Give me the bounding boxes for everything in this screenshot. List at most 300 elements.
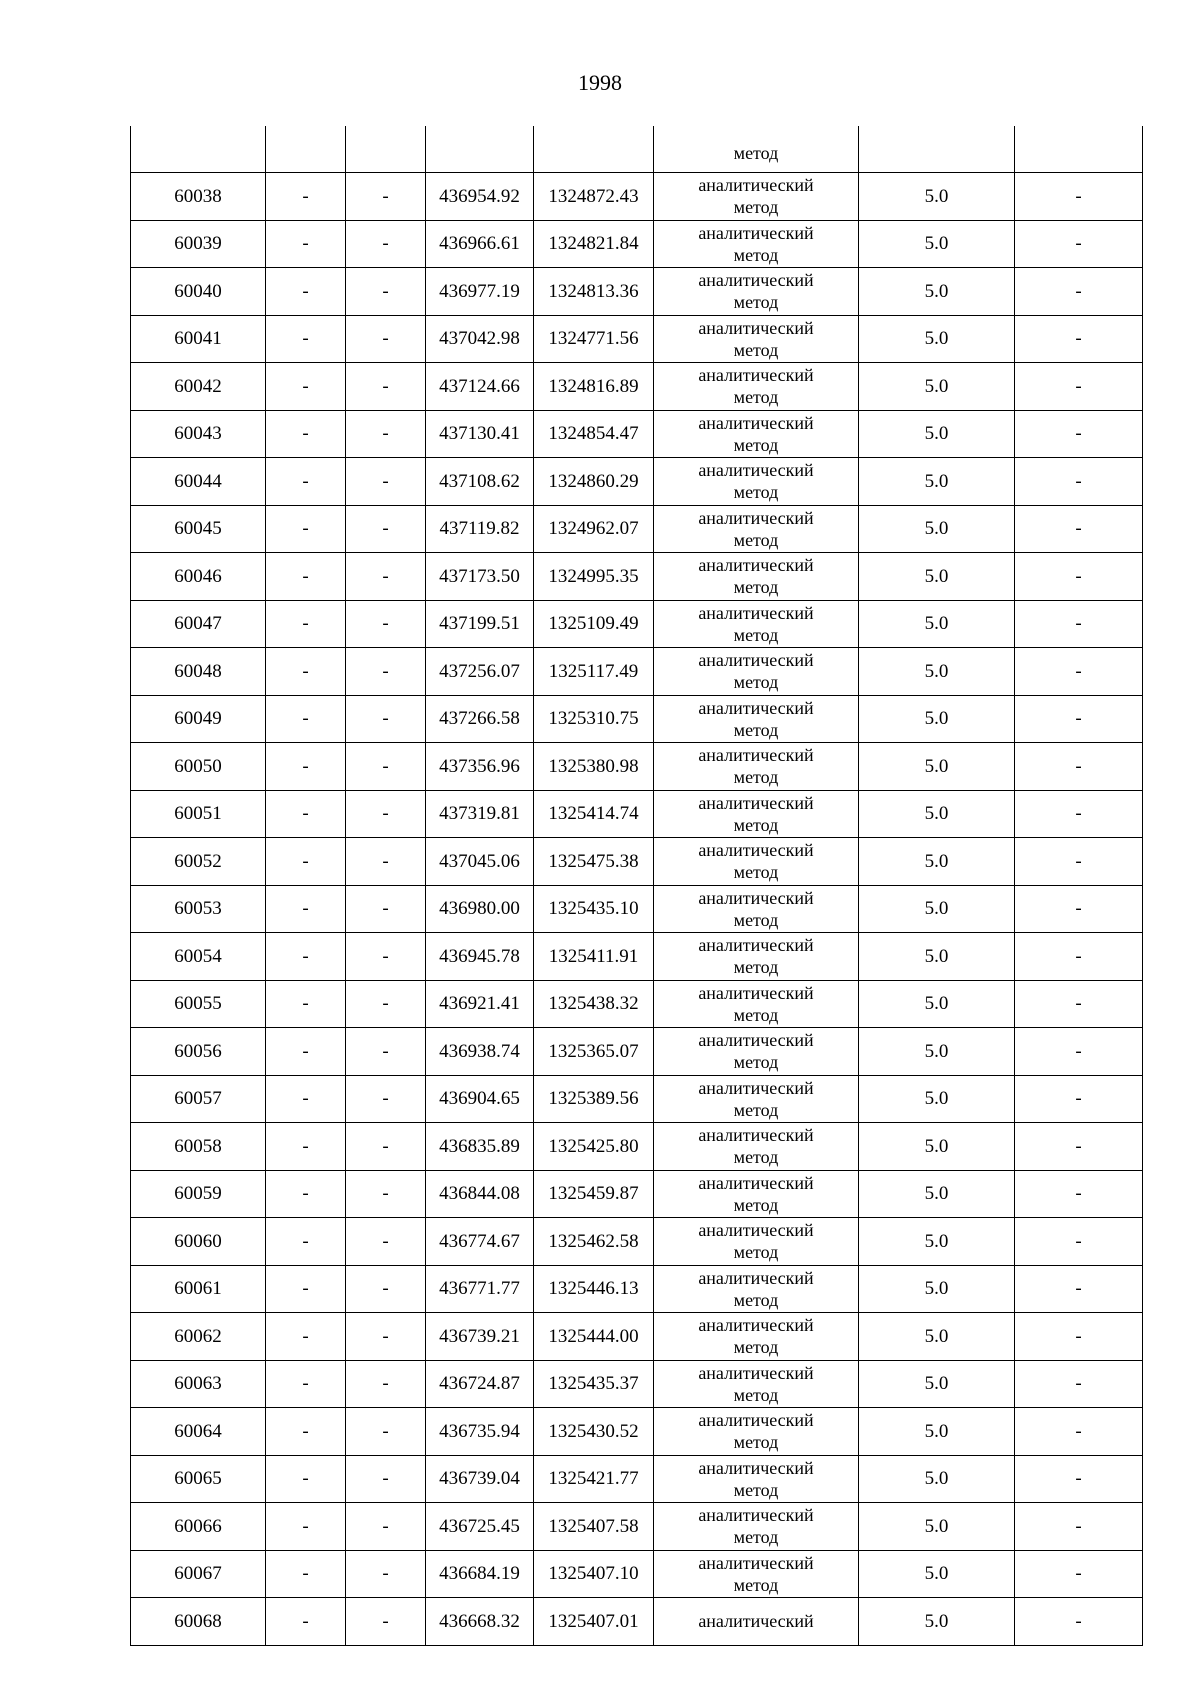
cell-last: - (1015, 1408, 1143, 1456)
cell-y-coordinate: 1325462.58 (534, 1218, 654, 1266)
cell-y-coordinate: 1325365.07 (534, 1028, 654, 1076)
cell-method (654, 1123, 859, 1171)
cell-method (654, 363, 859, 411)
table-row (131, 885, 1143, 933)
method-line2: метод (733, 767, 779, 788)
cell-col3: - (346, 980, 426, 1028)
cell-empty (266, 126, 346, 173)
cell-col2: - (266, 505, 346, 553)
method-line1: аналитический (698, 555, 814, 576)
cell-x-coordinate: 436980.00 (426, 885, 534, 933)
cell-y-coordinate: 1325435.37 (534, 1360, 654, 1408)
method-line1: аналитический (698, 460, 814, 481)
cell-col3: - (346, 1075, 426, 1123)
cell-col2: - (266, 885, 346, 933)
cell-value: 5.0 (859, 505, 1015, 553)
cell-y-coordinate: 1324860.29 (534, 458, 654, 506)
cell-x-coordinate: 437108.62 (426, 458, 534, 506)
cell-last: - (1015, 1313, 1143, 1361)
cell-method (654, 1503, 859, 1551)
cell-col2: - (266, 1218, 346, 1266)
cell-col3: - (346, 1550, 426, 1598)
method-line2: метод (733, 814, 779, 835)
cell-value: 5.0 (859, 173, 1015, 221)
cell-point-id: 60063 (131, 1360, 266, 1408)
cell-col2: - (266, 838, 346, 886)
cell-point-id: 60044 (131, 458, 266, 506)
cell-point-id: 60057 (131, 1075, 266, 1123)
table-row (131, 980, 1143, 1028)
cell-value: 5.0 (859, 1360, 1015, 1408)
cell-col3: - (346, 268, 426, 316)
cell-col2: - (266, 268, 346, 316)
table-row (131, 505, 1143, 553)
cell-point-id: 60065 (131, 1455, 266, 1503)
cell-col2: - (266, 1313, 346, 1361)
method-line2: метод (733, 482, 779, 503)
method-line2: метод (733, 1147, 779, 1168)
cell-col3: - (346, 505, 426, 553)
cell-value: 5.0 (859, 695, 1015, 743)
cell-last: - (1015, 268, 1143, 316)
method-line1: аналитический (698, 982, 814, 1003)
cell-point-id: 60048 (131, 648, 266, 696)
cell-x-coordinate: 436735.94 (426, 1408, 534, 1456)
table-row (131, 1503, 1143, 1551)
cell-point-id: 60054 (131, 933, 266, 981)
cell-method (654, 1028, 859, 1076)
cell-point-id: 60039 (131, 220, 266, 268)
table-row (131, 1360, 1143, 1408)
cell-point-id: 60038 (131, 173, 266, 221)
cell-col2: - (266, 1455, 346, 1503)
method-line1: аналитический (698, 697, 814, 718)
cell-col3: - (346, 553, 426, 601)
cell-method (654, 458, 859, 506)
cell-col3: - (346, 1265, 426, 1313)
cell-point-id: 60062 (131, 1313, 266, 1361)
coordinates-table (130, 126, 1143, 1646)
cell-point-id: 60042 (131, 363, 266, 411)
cell-col2: - (266, 790, 346, 838)
method-line2: метод (733, 197, 779, 218)
cell-y-coordinate: 1325407.58 (534, 1503, 654, 1551)
cell-col3: - (346, 790, 426, 838)
cell-x-coordinate: 436684.19 (426, 1550, 534, 1598)
cell-last: - (1015, 885, 1143, 933)
cell-method (654, 790, 859, 838)
method-line1: аналитический (698, 792, 814, 813)
cell-y-coordinate: 1325430.52 (534, 1408, 654, 1456)
table-row (131, 1218, 1143, 1266)
cell-method (654, 1598, 859, 1646)
method-line2: метод (733, 1289, 779, 1310)
cell-col3: - (346, 458, 426, 506)
table-row (131, 1265, 1143, 1313)
cell-value: 5.0 (859, 1598, 1015, 1646)
method-line2: метод (733, 624, 779, 645)
method-line1: аналитический (698, 935, 814, 956)
cell-empty (859, 126, 1015, 173)
cell-value: 5.0 (859, 553, 1015, 601)
cell-col3: - (346, 743, 426, 791)
cell-last: - (1015, 553, 1143, 601)
cell-col3: - (346, 1123, 426, 1171)
cell-col3: - (346, 1598, 426, 1646)
cell-col3: - (346, 173, 426, 221)
cell-last: - (1015, 600, 1143, 648)
cell-last: - (1015, 980, 1143, 1028)
table-row (131, 743, 1143, 791)
cell-last: - (1015, 1503, 1143, 1551)
cell-point-id: 60066 (131, 1503, 266, 1551)
cell-x-coordinate: 436966.61 (426, 220, 534, 268)
cell-value: 5.0 (859, 1218, 1015, 1266)
cell-point-id: 60040 (131, 268, 266, 316)
cell-x-coordinate: 436774.67 (426, 1218, 534, 1266)
method-line2: метод (733, 957, 779, 978)
cell-empty (346, 126, 426, 173)
cell-point-id: 60059 (131, 1170, 266, 1218)
cell-value: 5.0 (859, 1550, 1015, 1598)
cell-col2: - (266, 1503, 346, 1551)
method-line1: аналитический (698, 222, 814, 243)
table-row (131, 1598, 1143, 1646)
cell-col3: - (346, 838, 426, 886)
cell-method (654, 885, 859, 933)
cell-col2: - (266, 1265, 346, 1313)
cell-last: - (1015, 838, 1143, 886)
cell-last: - (1015, 1455, 1143, 1503)
cell-x-coordinate: 436954.92 (426, 173, 534, 221)
cell-point-id: 60055 (131, 980, 266, 1028)
cell-y-coordinate: 1325475.38 (534, 838, 654, 886)
cell-col2: - (266, 695, 346, 743)
cell-value: 5.0 (859, 315, 1015, 363)
cell-method (654, 1218, 859, 1266)
cell-last: - (1015, 505, 1143, 553)
method-line1: аналитический (698, 365, 814, 386)
method-line1: аналитический (698, 270, 814, 291)
cell-y-coordinate: 1324854.47 (534, 410, 654, 458)
cell-last: - (1015, 743, 1143, 791)
cell-col2: - (266, 980, 346, 1028)
method-line1: аналитический (698, 1077, 814, 1098)
method-line2: метод (733, 1574, 779, 1595)
cell-point-id: 60052 (131, 838, 266, 886)
cell-value: 5.0 (859, 1170, 1015, 1218)
cell-y-coordinate: 1325459.87 (534, 1170, 654, 1218)
cell-y-coordinate: 1324816.89 (534, 363, 654, 411)
method-line1: аналитический (698, 1030, 814, 1051)
table-row (131, 1075, 1143, 1123)
cell-col2: - (266, 1170, 346, 1218)
table-row (131, 173, 1143, 221)
method-line1: аналитический (698, 745, 814, 766)
cell-col2: - (266, 1550, 346, 1598)
method-line2: метод (733, 672, 779, 693)
cell-last: - (1015, 933, 1143, 981)
cell-col2: - (266, 743, 346, 791)
table-body (131, 126, 1143, 1645)
cell-last: - (1015, 173, 1143, 221)
cell-col2: - (266, 1360, 346, 1408)
cell-method (654, 695, 859, 743)
cell-x-coordinate: 436771.77 (426, 1265, 534, 1313)
method-line2: метод (733, 244, 779, 265)
cell-y-coordinate: 1325310.75 (534, 695, 654, 743)
cell-method (654, 410, 859, 458)
cell-col3: - (346, 600, 426, 648)
cell-col3: - (346, 410, 426, 458)
table-row (131, 648, 1143, 696)
cell-method (654, 1360, 859, 1408)
method-line2: метод (733, 719, 779, 740)
cell-x-coordinate: 437356.96 (426, 743, 534, 791)
method-line1: аналитический (698, 1410, 814, 1431)
method-line1: аналитический (698, 175, 814, 196)
cell-value: 5.0 (859, 1313, 1015, 1361)
cell-value: 5.0 (859, 410, 1015, 458)
cell-col3: - (346, 933, 426, 981)
method-line2: метод (733, 1479, 779, 1500)
cell-value: 5.0 (859, 220, 1015, 268)
cell-x-coordinate: 436945.78 (426, 933, 534, 981)
table-row (131, 553, 1143, 601)
cell-col3: - (346, 648, 426, 696)
method-line1: аналитический (698, 1220, 814, 1241)
cell-x-coordinate: 436835.89 (426, 1123, 534, 1171)
cell-point-id: 60061 (131, 1265, 266, 1313)
method-line2: метод (733, 387, 779, 408)
cell-method (654, 1455, 859, 1503)
cell-y-coordinate: 1325407.01 (534, 1598, 654, 1646)
cell-col3: - (346, 1028, 426, 1076)
cell-method (654, 600, 859, 648)
cell-empty (534, 126, 654, 173)
table-row (131, 790, 1143, 838)
cell-value: 5.0 (859, 458, 1015, 506)
cell-x-coordinate: 437042.98 (426, 315, 534, 363)
method-line2: метод (733, 1099, 779, 1120)
cell-col2: - (266, 1123, 346, 1171)
cell-x-coordinate: 437266.58 (426, 695, 534, 743)
cell-empty (426, 126, 534, 173)
cell-x-coordinate: 437119.82 (426, 505, 534, 553)
method-line1: аналитический (698, 317, 814, 338)
cell-x-coordinate: 437045.06 (426, 838, 534, 886)
table-row (131, 220, 1143, 268)
method-line1: аналитический (698, 1315, 814, 1336)
cell-value: 5.0 (859, 1503, 1015, 1551)
cell-last: - (1015, 410, 1143, 458)
cell-point-id: 60046 (131, 553, 266, 601)
cell-value: 5.0 (859, 1123, 1015, 1171)
table-row (131, 1408, 1143, 1456)
cell-method (654, 933, 859, 981)
cell-value: 5.0 (859, 743, 1015, 791)
cell-point-id: 60068 (131, 1598, 266, 1646)
cell-last: - (1015, 1265, 1143, 1313)
cell-method (654, 1170, 859, 1218)
method-line1: аналитический (698, 507, 814, 528)
cell-value: 5.0 (859, 933, 1015, 981)
table-row (131, 1455, 1143, 1503)
cell-y-coordinate: 1325438.32 (534, 980, 654, 1028)
cell-method (654, 1550, 859, 1598)
table-row (131, 458, 1143, 506)
cell-last: - (1015, 1598, 1143, 1646)
cell-value: 5.0 (859, 1455, 1015, 1503)
cell-last: - (1015, 363, 1143, 411)
cell-x-coordinate: 437130.41 (426, 410, 534, 458)
cell-method (654, 1075, 859, 1123)
cell-x-coordinate: 436739.04 (426, 1455, 534, 1503)
cell-last: - (1015, 1360, 1143, 1408)
cell-point-id: 60051 (131, 790, 266, 838)
method-line1: аналитический (698, 1457, 814, 1478)
cell-value: 5.0 (859, 980, 1015, 1028)
method-line2: метод (733, 577, 779, 598)
table-row (131, 1170, 1143, 1218)
cell-y-coordinate: 1325414.74 (534, 790, 654, 838)
method-line2: метод (733, 862, 779, 883)
cell-col2: - (266, 173, 346, 221)
cell-col2: - (266, 410, 346, 458)
method-line1: аналитический (698, 840, 814, 861)
cell-col2: - (266, 1408, 346, 1456)
cell-last: - (1015, 1218, 1143, 1266)
cell-last: - (1015, 695, 1143, 743)
cell-last: - (1015, 315, 1143, 363)
cell-value: 5.0 (859, 838, 1015, 886)
cell-value: 5.0 (859, 1265, 1015, 1313)
table-row (131, 268, 1143, 316)
cell-last: - (1015, 790, 1143, 838)
table-row (131, 1550, 1143, 1598)
cell-col3: - (346, 315, 426, 363)
cell-col2: - (266, 315, 346, 363)
method-line2: метод (733, 1194, 779, 1215)
cell-x-coordinate: 436739.21 (426, 1313, 534, 1361)
cell-col3: - (346, 1503, 426, 1551)
cell-value: 5.0 (859, 790, 1015, 838)
method-line2: метод (733, 529, 779, 550)
method-line1: аналитический (698, 1172, 814, 1193)
cell-point-id: 60053 (131, 885, 266, 933)
table-row (131, 1313, 1143, 1361)
cell-y-coordinate: 1325435.10 (534, 885, 654, 933)
cell-y-coordinate: 1324872.43 (534, 173, 654, 221)
cell-point-id: 60047 (131, 600, 266, 648)
table-row (131, 1123, 1143, 1171)
cell-x-coordinate: 437173.50 (426, 553, 534, 601)
table-row (131, 695, 1143, 743)
method-line1: аналитический (698, 1267, 814, 1288)
cell-method (654, 220, 859, 268)
cell-y-coordinate: 1324995.35 (534, 553, 654, 601)
cell-point-id: 60043 (131, 410, 266, 458)
cell-x-coordinate: 436668.32 (426, 1598, 534, 1646)
cell-col2: - (266, 1598, 346, 1646)
cell-col2: - (266, 363, 346, 411)
cell-y-coordinate: 1325109.49 (534, 600, 654, 648)
cell-value: 5.0 (859, 600, 1015, 648)
cell-col2: - (266, 553, 346, 601)
method-line2: метод (733, 909, 779, 930)
cell-y-coordinate: 1325117.49 (534, 648, 654, 696)
cell-method (654, 315, 859, 363)
cell-point-id: 60064 (131, 1408, 266, 1456)
cell-x-coordinate: 436724.87 (426, 1360, 534, 1408)
cell-method (654, 838, 859, 886)
method-line2: метод (733, 1242, 779, 1263)
table-row (131, 315, 1143, 363)
cell-y-coordinate: 1325421.77 (534, 1455, 654, 1503)
cell-method (654, 1313, 859, 1361)
cell-y-coordinate: 1325425.80 (534, 1123, 654, 1171)
cell-method-continuation: метод (654, 126, 859, 173)
cell-y-coordinate: 1325380.98 (534, 743, 654, 791)
cell-method (654, 648, 859, 696)
cell-last: - (1015, 1028, 1143, 1076)
cell-point-id: 60041 (131, 315, 266, 363)
cell-y-coordinate: 1325407.10 (534, 1550, 654, 1598)
cell-col3: - (346, 885, 426, 933)
cell-x-coordinate: 437199.51 (426, 600, 534, 648)
cell-x-coordinate: 437319.81 (426, 790, 534, 838)
cell-last: - (1015, 648, 1143, 696)
cell-x-coordinate: 436844.08 (426, 1170, 534, 1218)
cell-x-coordinate: 436921.41 (426, 980, 534, 1028)
cell-col3: - (346, 1408, 426, 1456)
cell-point-id: 60067 (131, 1550, 266, 1598)
table-row (131, 410, 1143, 458)
cell-col2: - (266, 1075, 346, 1123)
cell-y-coordinate: 1324771.56 (534, 315, 654, 363)
table-row (131, 600, 1143, 648)
cell-point-id: 60058 (131, 1123, 266, 1171)
cell-method (654, 1408, 859, 1456)
cell-y-coordinate: 1325444.00 (534, 1313, 654, 1361)
cell-col2: - (266, 648, 346, 696)
cell-x-coordinate: 436977.19 (426, 268, 534, 316)
cell-method (654, 980, 859, 1028)
method-line2: метод (733, 434, 779, 455)
cell-col3: - (346, 1360, 426, 1408)
cell-col2: - (266, 1028, 346, 1076)
cell-col3: - (346, 363, 426, 411)
cell-last: - (1015, 1075, 1143, 1123)
cell-col3: - (346, 1170, 426, 1218)
cell-last: - (1015, 1170, 1143, 1218)
cell-col2: - (266, 600, 346, 648)
method-line1: аналитический (698, 602, 814, 623)
cell-point-id: 60060 (131, 1218, 266, 1266)
method-line2: метод (733, 1384, 779, 1405)
cell-y-coordinate: 1325411.91 (534, 933, 654, 981)
cell-last: - (1015, 458, 1143, 506)
cell-method (654, 743, 859, 791)
table-row (131, 838, 1143, 886)
method-line1: аналитический (698, 887, 814, 908)
method-line1: аналитический (698, 412, 814, 433)
method-line1: аналитический (698, 1125, 814, 1146)
cell-col3: - (346, 1455, 426, 1503)
method-line1: аналитический (698, 1552, 814, 1573)
cell-x-coordinate: 436725.45 (426, 1503, 534, 1551)
method-line1: аналитический (698, 1611, 814, 1632)
